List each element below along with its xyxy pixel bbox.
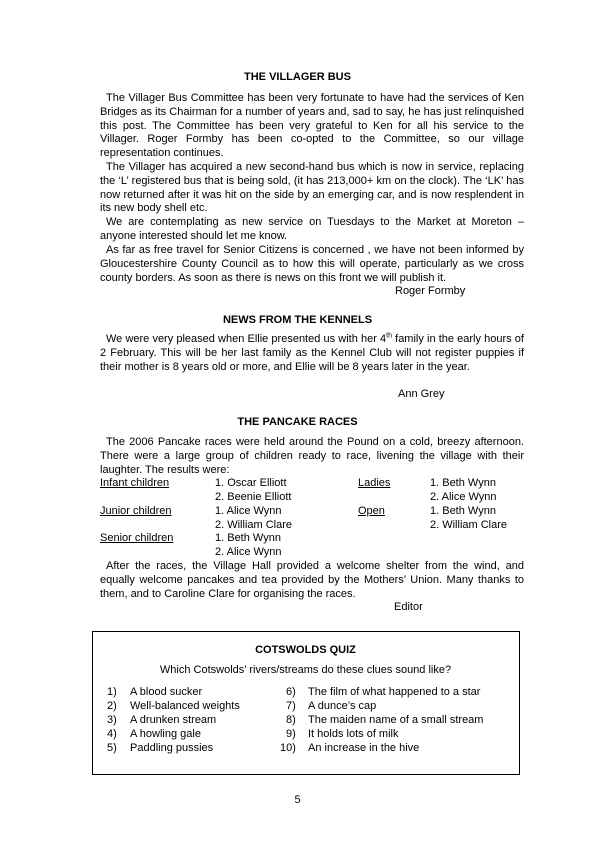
quiz-number: 6) [286, 686, 296, 698]
open-second: 2. William Clare [430, 519, 508, 531]
quiz-clue: A dunce’s cap [308, 700, 377, 712]
senior-second: 2. Alice Wynn [215, 546, 282, 558]
quiz-title: COTSWOLDS QUIZ [255, 644, 356, 656]
quiz-number: 4) [107, 728, 117, 740]
villager-bus-signature: Roger Formby [395, 285, 466, 297]
kennels-text-end: family in the early hours of 2 February. This will be her last family as the Kennel Club will not register puppies if their mother is 8 years old or more, and Ellie will be 8 years later in the year. [100, 333, 524, 373]
ladies-label: Ladies [358, 477, 391, 489]
pancake-intro: The 2006 Pancake races were held around the Pound on a cold, breezy afternoon. There were a large group of children ready to race, livening the village with their laughter. The results were: [100, 436, 524, 476]
ladies-first: 1. Beth Wynn [430, 477, 496, 489]
quiz-number: 9) [286, 728, 296, 740]
infant-first: 1. Oscar Elliott [215, 477, 287, 489]
quiz-number: 3) [107, 714, 117, 726]
quiz-clue: The film of what happened to a star [308, 686, 481, 698]
quiz-box [92, 631, 520, 775]
junior-second: 2. William Clare [215, 519, 293, 531]
quiz-number: 2) [107, 700, 117, 712]
senior-label: Senior children [100, 532, 174, 544]
quiz-number: 10) [280, 742, 296, 754]
pancake-closing: After the races, the Village Hall provided a welcome shelter from the wind, and equally welcome pancakes and tea provided by the Mothers’ Union. Many thanks to them, and to Caroline Clare for organising the races. [100, 560, 524, 600]
quiz-number: 7) [286, 700, 296, 712]
quiz-clue: It holds lots of milk [308, 728, 399, 740]
pancake-signature: Editor [394, 601, 423, 613]
villager-bus-title: THE VILLAGER BUS [244, 71, 351, 83]
kennels-text-start: We were very pleased when Ellie presented us with her 4 [106, 333, 387, 345]
kennels-paragraph [100, 333, 524, 374]
quiz-clue: Paddling pussies [130, 742, 214, 754]
kennels-signature: Ann Grey [398, 388, 445, 400]
quiz-clue: An increase in the hive [308, 742, 420, 754]
quiz-number: 5) [107, 742, 117, 754]
villager-bus-paragraph-4: As far as free travel for Senior Citizens is concerned , we have not been informed by Gloucestershire County Council as to how this will operate, particularly as we cross county borders. As soon as there is news on this front we will publish it. [100, 244, 524, 284]
quiz-clue: The maiden name of a small stream [308, 714, 484, 726]
kennels-ordinal-suffix: th [386, 332, 392, 340]
quiz-question: Which Cotswolds’ rivers/streams do these clues sound like? [159, 664, 452, 676]
page-number: 5 [294, 794, 301, 806]
quiz-number: 1) [107, 686, 117, 698]
villager-bus-paragraph-1: The Villager Bus Committee has been very fortunate to have had the services of Ken Bridges as its Chairman for a number of years and, sad to say, he has just relinquished this post. The Committee has been very grateful to Ken for all his service to the Villager. Roger Formby has been co-opted to the Committee, so our village representation continues. [100, 92, 524, 160]
kennels-title: NEWS FROM THE KENNELS [222, 314, 373, 326]
quiz-clue: A drunken stream [130, 714, 217, 726]
villager-bus-paragraph-2: The Villager has acquired a new second-hand bus which is now in service, replacing the ‘L’ registered bus that is being sold, (it has 213,000+ km on the clock). The ‘LK’ has now returned after it was hit on the side by an emerging car, and is now resplendent in its new body shell etc. [100, 161, 524, 215]
junior-first: 1. Alice Wynn [215, 505, 282, 517]
quiz-clue: A howling gale [130, 728, 201, 740]
quiz-clue: Well-balanced weights [130, 700, 240, 712]
quiz-clue: A blood sucker [130, 686, 203, 698]
open-first: 1. Beth Wynn [430, 505, 496, 517]
ladies-second: 2. Alice Wynn [430, 491, 497, 503]
open-label: Open [358, 505, 385, 517]
infant-second: 2. Beenie Elliott [215, 491, 292, 503]
infant-label: Infant children [100, 477, 170, 489]
pancake-title: THE PANCAKE RACES [237, 416, 358, 428]
junior-label: Junior children [100, 505, 172, 517]
villager-bus-paragraph-3: We are contemplating as new service on Tuesdays to the Market at Moreton – anyone interested should let me know. [100, 216, 524, 242]
quiz-number: 8) [286, 714, 296, 726]
senior-first: 1. Beth Wynn [215, 532, 281, 544]
